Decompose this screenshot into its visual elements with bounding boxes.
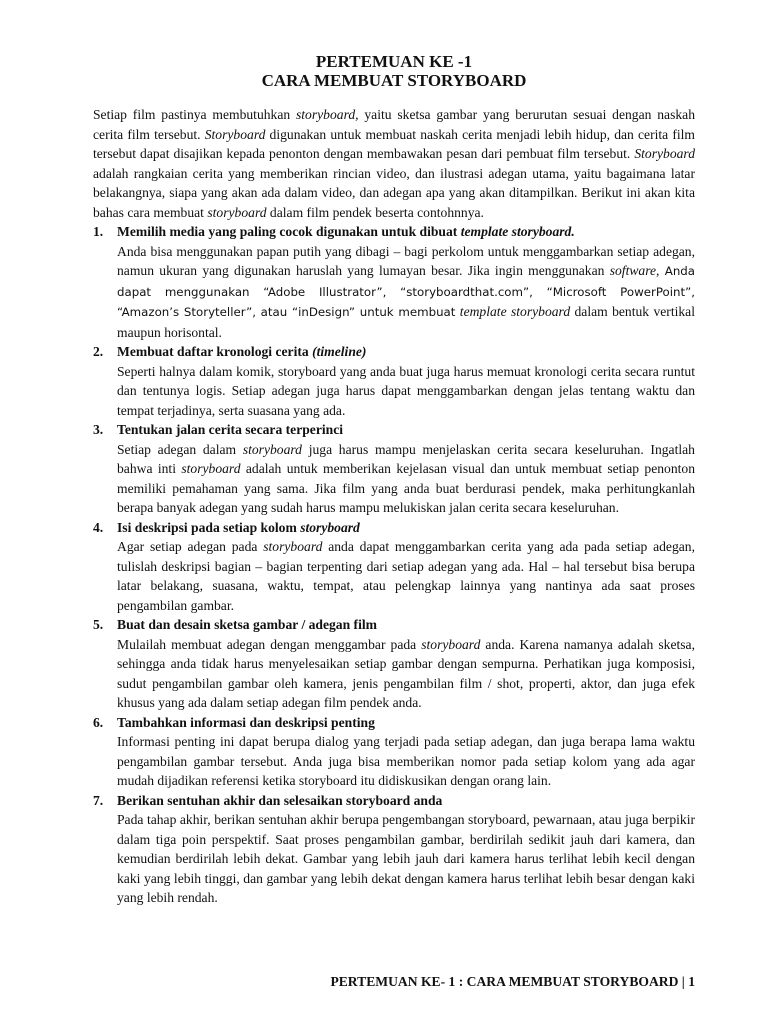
text-run: Berikan sentuhan akhir dan selesaikan storyboard anda bbox=[117, 792, 443, 808]
list-item bbox=[93, 518, 695, 616]
intro-paragraph bbox=[93, 105, 695, 222]
title-line-1: PERTEMUAN KE -1 bbox=[315, 52, 473, 71]
item-number: 6. bbox=[93, 714, 104, 730]
list-item bbox=[93, 342, 695, 420]
text-run: Seperti halnya dalam komik, storyboard yang anda buat juga harus memuat kronologi cerita secara runtut dan tentunya logis. Setiap adegan juga harus dapat menggambarkan dengan jelas tentang waktu dan tempat terjadinya, serta suasana yang ada. bbox=[117, 363, 695, 418]
text-run: Tambahkan informasi dan deskripsi penting bbox=[117, 714, 375, 730]
text-run: juga harus mampu menjelaskan cerita secara keseluruhan. Ingatlah bahwa inti bbox=[117, 441, 695, 476]
italic-text: storyboard, bbox=[295, 107, 359, 122]
item-heading bbox=[117, 342, 695, 362]
text-run: Membuat daftar kronologi cerita bbox=[117, 344, 313, 359]
text-run: anda dapat menggambarkan cerita yang ada pada setiap adegan, tulislah deskripsi bagian – bagian terpenting dari setiap adegan yang ada. Hal – hal tersebut bisa berupa latar belakang, suasana, waktu, tempat, atau pelengkap lainnya yang nantinya ada saat proses pengambilan gambar. bbox=[117, 539, 695, 613]
sans-text: Anda dapat menggunakan “Adobe Illustrator”, “storyboardthat.com”, “Microsoft PowerPoint”, “Amazon’s Storyteller”, atau “inDesign” untuk membuat bbox=[117, 264, 696, 319]
text-run: Isi deskripsi pada setiap kolom bbox=[117, 519, 301, 535]
italic-text: storyboard bbox=[242, 441, 302, 457]
item-heading bbox=[117, 615, 695, 635]
italic-text: storyboard bbox=[263, 539, 323, 554]
item-heading bbox=[117, 420, 695, 440]
text-run: Setiap adegan dalam bbox=[117, 441, 243, 457]
item-body bbox=[117, 362, 695, 421]
italic-text: template storyboard. bbox=[460, 224, 575, 239]
italic-text: storyboard bbox=[421, 636, 481, 652]
item-number: 5. bbox=[93, 617, 104, 632]
page-title bbox=[93, 52, 695, 90]
text-run: anda. Karena namanya adalah sketsa, sehingga anda tidak harus menyelesaikan setiap gambar dengan sempurna. Perhatikan juga komposisi, sudut pengambilan gambar oleh kamera, jenis pengambilan film / shot, properti, aktor, dan juga efek khusus yang ada dalam setiap adegan film pendek anda. bbox=[117, 636, 695, 710]
text-run: Informasi penting ini dapat berupa dialog yang terjadi pada setiap adegan, dan juga berapa lama waktu pengambilan gambar tersebut. Anda juga bisa memberikan nomor pada setiap kolom yang ada agar mudah dijadikan referensi ketika storyboard itu didiskusikan dengan orang lain. bbox=[117, 734, 695, 788]
italic-text: Storyboard bbox=[634, 146, 695, 161]
item-number: 2. bbox=[93, 344, 104, 359]
text-run: dalam bentuk vertikal maupun horisontal. bbox=[117, 304, 695, 340]
item-number: 3. bbox=[93, 422, 104, 437]
list-item bbox=[93, 420, 695, 518]
item-number: 1. bbox=[93, 224, 104, 239]
text-run: Pada tahap akhir, berikan sentuhan akhir berupa pengembangan storyboard, pewarnaan, atau juga berpikir dalam tiga poin perspektif. Saat proses pengambilan gambar, berdirilah sedikit jauh dari kamera, dan kemudian berdirilah lebih dekat. Gambar yang lebih jauh dari kamera harus terlihat lebih kecil dengan kaki yang lebih tinggi, dan gambar yang lebih dekat dengan kamera harus terlihat lebih besar dengan kaki yang lebih rendah. bbox=[117, 812, 695, 905]
item-body bbox=[117, 810, 695, 908]
text-run: Setiap film pastinya membutuhkan bbox=[93, 107, 296, 122]
text-run: Mulailah membuat adegan dengan menggambar pada bbox=[117, 636, 422, 652]
text-run: Anda bisa menggunakan papan putih yang dibagi – bagi perkolom untuk menggambarkan setiap adegan, namun ukuran yang digunakan haruslah yang lumayan besar. Jika ingin menggunakan bbox=[117, 243, 695, 278]
italic-text: storyboard bbox=[207, 204, 267, 220]
italic-text: software bbox=[609, 263, 657, 278]
list-item bbox=[93, 615, 695, 713]
list-item bbox=[93, 222, 695, 342]
page-footer: PERTEMUAN KE- 1 : CARA MEMBUAT STORYBOARD | 1 bbox=[330, 974, 695, 989]
item-body bbox=[117, 242, 695, 343]
item-number: 7. bbox=[93, 792, 104, 808]
text-run: digunakan untuk membuat naskah cerita menjadi lebih hidup, dan cerita film tersebut dapat disajikan kepada penonton dengan membawakan pesan dari pembuat film tersebut. bbox=[93, 126, 695, 161]
steps-list bbox=[93, 222, 695, 908]
italic-text: storyboard bbox=[181, 461, 241, 476]
list-item bbox=[93, 713, 695, 791]
text-run: Buat dan desain sketsa gambar / adegan film bbox=[117, 617, 377, 632]
item-heading bbox=[117, 713, 695, 733]
text-run: , bbox=[656, 263, 665, 278]
text-run: yaitu sketsa gambar yang berurutan sesuai dengan naskah cerita film tersebut. bbox=[93, 107, 695, 142]
text-run: Agar setiap adegan pada bbox=[117, 539, 264, 554]
list-item bbox=[93, 791, 695, 908]
text-run: Tentukan jalan cerita secara terperinci bbox=[117, 422, 344, 437]
item-body bbox=[117, 440, 695, 518]
italic-text: Storyboard bbox=[204, 126, 266, 142]
text-run: adalah rangkaian cerita yang memberikan rincian video, dan ilustrasi adegan utama, yaitu bagaimana latar belakangnya, siapa yang akan ada dalam video, dan adegan apa yang akan ditampilkan. Berikut ini akan kita bahas cara membuat bbox=[93, 165, 695, 220]
item-heading bbox=[117, 791, 695, 811]
text-run: dalam film pendek beserta contohnnya. bbox=[266, 204, 484, 220]
text-run: Memilih media yang paling cocok digunakan untuk dibuat bbox=[117, 224, 461, 239]
item-body bbox=[117, 537, 695, 615]
item-heading bbox=[117, 518, 695, 538]
document-page bbox=[93, 52, 695, 908]
text-run: adalah untuk memberikan kejelasan visual dan untuk membuat setiap penonton memiliki pemahaman yang sama. Jika film yang anda buat berdurasi pendek, maka perhitungkanlah berapa banyak adegan yang sudah harus mampu melukiskan jalan cerita secara keseluruhan. bbox=[117, 461, 695, 515]
title-line-2: CARA MEMBUAT STORYBOARD bbox=[261, 71, 527, 90]
item-number: 4. bbox=[93, 519, 104, 535]
italic-text: template storyboard bbox=[459, 304, 571, 319]
item-heading bbox=[117, 222, 695, 242]
italic-text: (timeline) bbox=[312, 344, 367, 359]
item-body bbox=[117, 635, 695, 713]
italic-text: storyboard bbox=[300, 519, 360, 535]
item-body bbox=[117, 732, 695, 791]
